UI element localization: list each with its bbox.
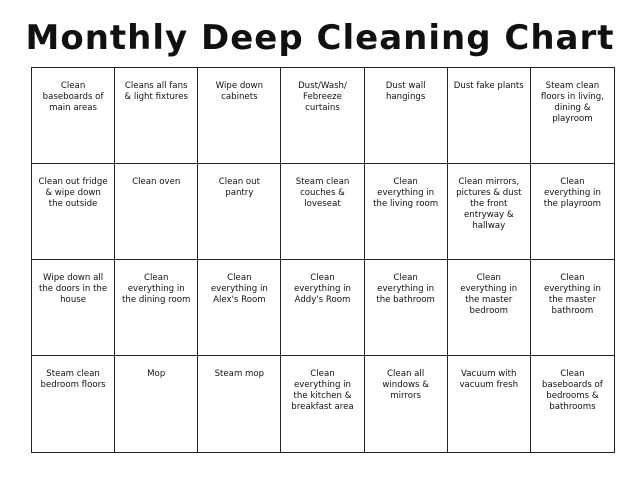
task-cell: Vacuum with vacuum fresh	[448, 356, 531, 452]
task-cell: Dust fake plants	[448, 68, 531, 164]
task-cell: Wipe down cabinets	[198, 68, 281, 164]
task-cell: Mop	[115, 356, 198, 452]
task-cell: Dust/Wash/ Febreeze curtains	[281, 68, 364, 164]
task-cell: Clean everything in the kitchen & breakfast area	[281, 356, 364, 452]
task-cell: Clean out pantry	[198, 164, 281, 260]
task-cell: Clean everything in the living room	[365, 164, 448, 260]
task-cell: Clean oven	[115, 164, 198, 260]
task-cell: Clean baseboards of main areas	[32, 68, 115, 164]
task-cell: Clean everything in the playroom	[531, 164, 614, 260]
task-cell: Clean all windows & mirrors	[365, 356, 448, 452]
task-cell: Clean mirrors, pictures & dust the front entryway & hallway	[448, 164, 531, 260]
cleaning-chart-grid	[31, 67, 615, 453]
task-cell: Clean baseboards of bedrooms & bathrooms	[542, 369, 603, 412]
task-cell: Clean everything in the dining room	[115, 260, 198, 356]
task-cell: Clean everything in the master bathroom	[531, 260, 614, 356]
task-cell: Steam clean couches & loveseat	[281, 164, 364, 260]
task-cell: Clean everything in Addy's Room	[281, 260, 364, 356]
task-cell: Steam clean bedroom floors	[32, 356, 115, 452]
task-cell: Steam mop	[198, 356, 281, 452]
task-cell: Steam clean floors in living, dining & playroom	[531, 68, 614, 164]
page-title: Monthly Deep Cleaning Chart	[25, 18, 615, 58]
task-cell: Wipe down all the doors in the house	[32, 260, 115, 356]
task-cell: Clean everything in the master bedroom	[448, 260, 531, 356]
task-cell: Dust wall hangings	[365, 68, 448, 164]
task-cell: Clean everything in the bathroom	[365, 260, 448, 356]
task-cell: Cleans all fans & light fixtures	[115, 68, 198, 164]
task-cell: Clean out fridge & wipe down the outside	[32, 164, 115, 260]
task-cell: Clean everything in Alex's Room	[198, 260, 281, 356]
